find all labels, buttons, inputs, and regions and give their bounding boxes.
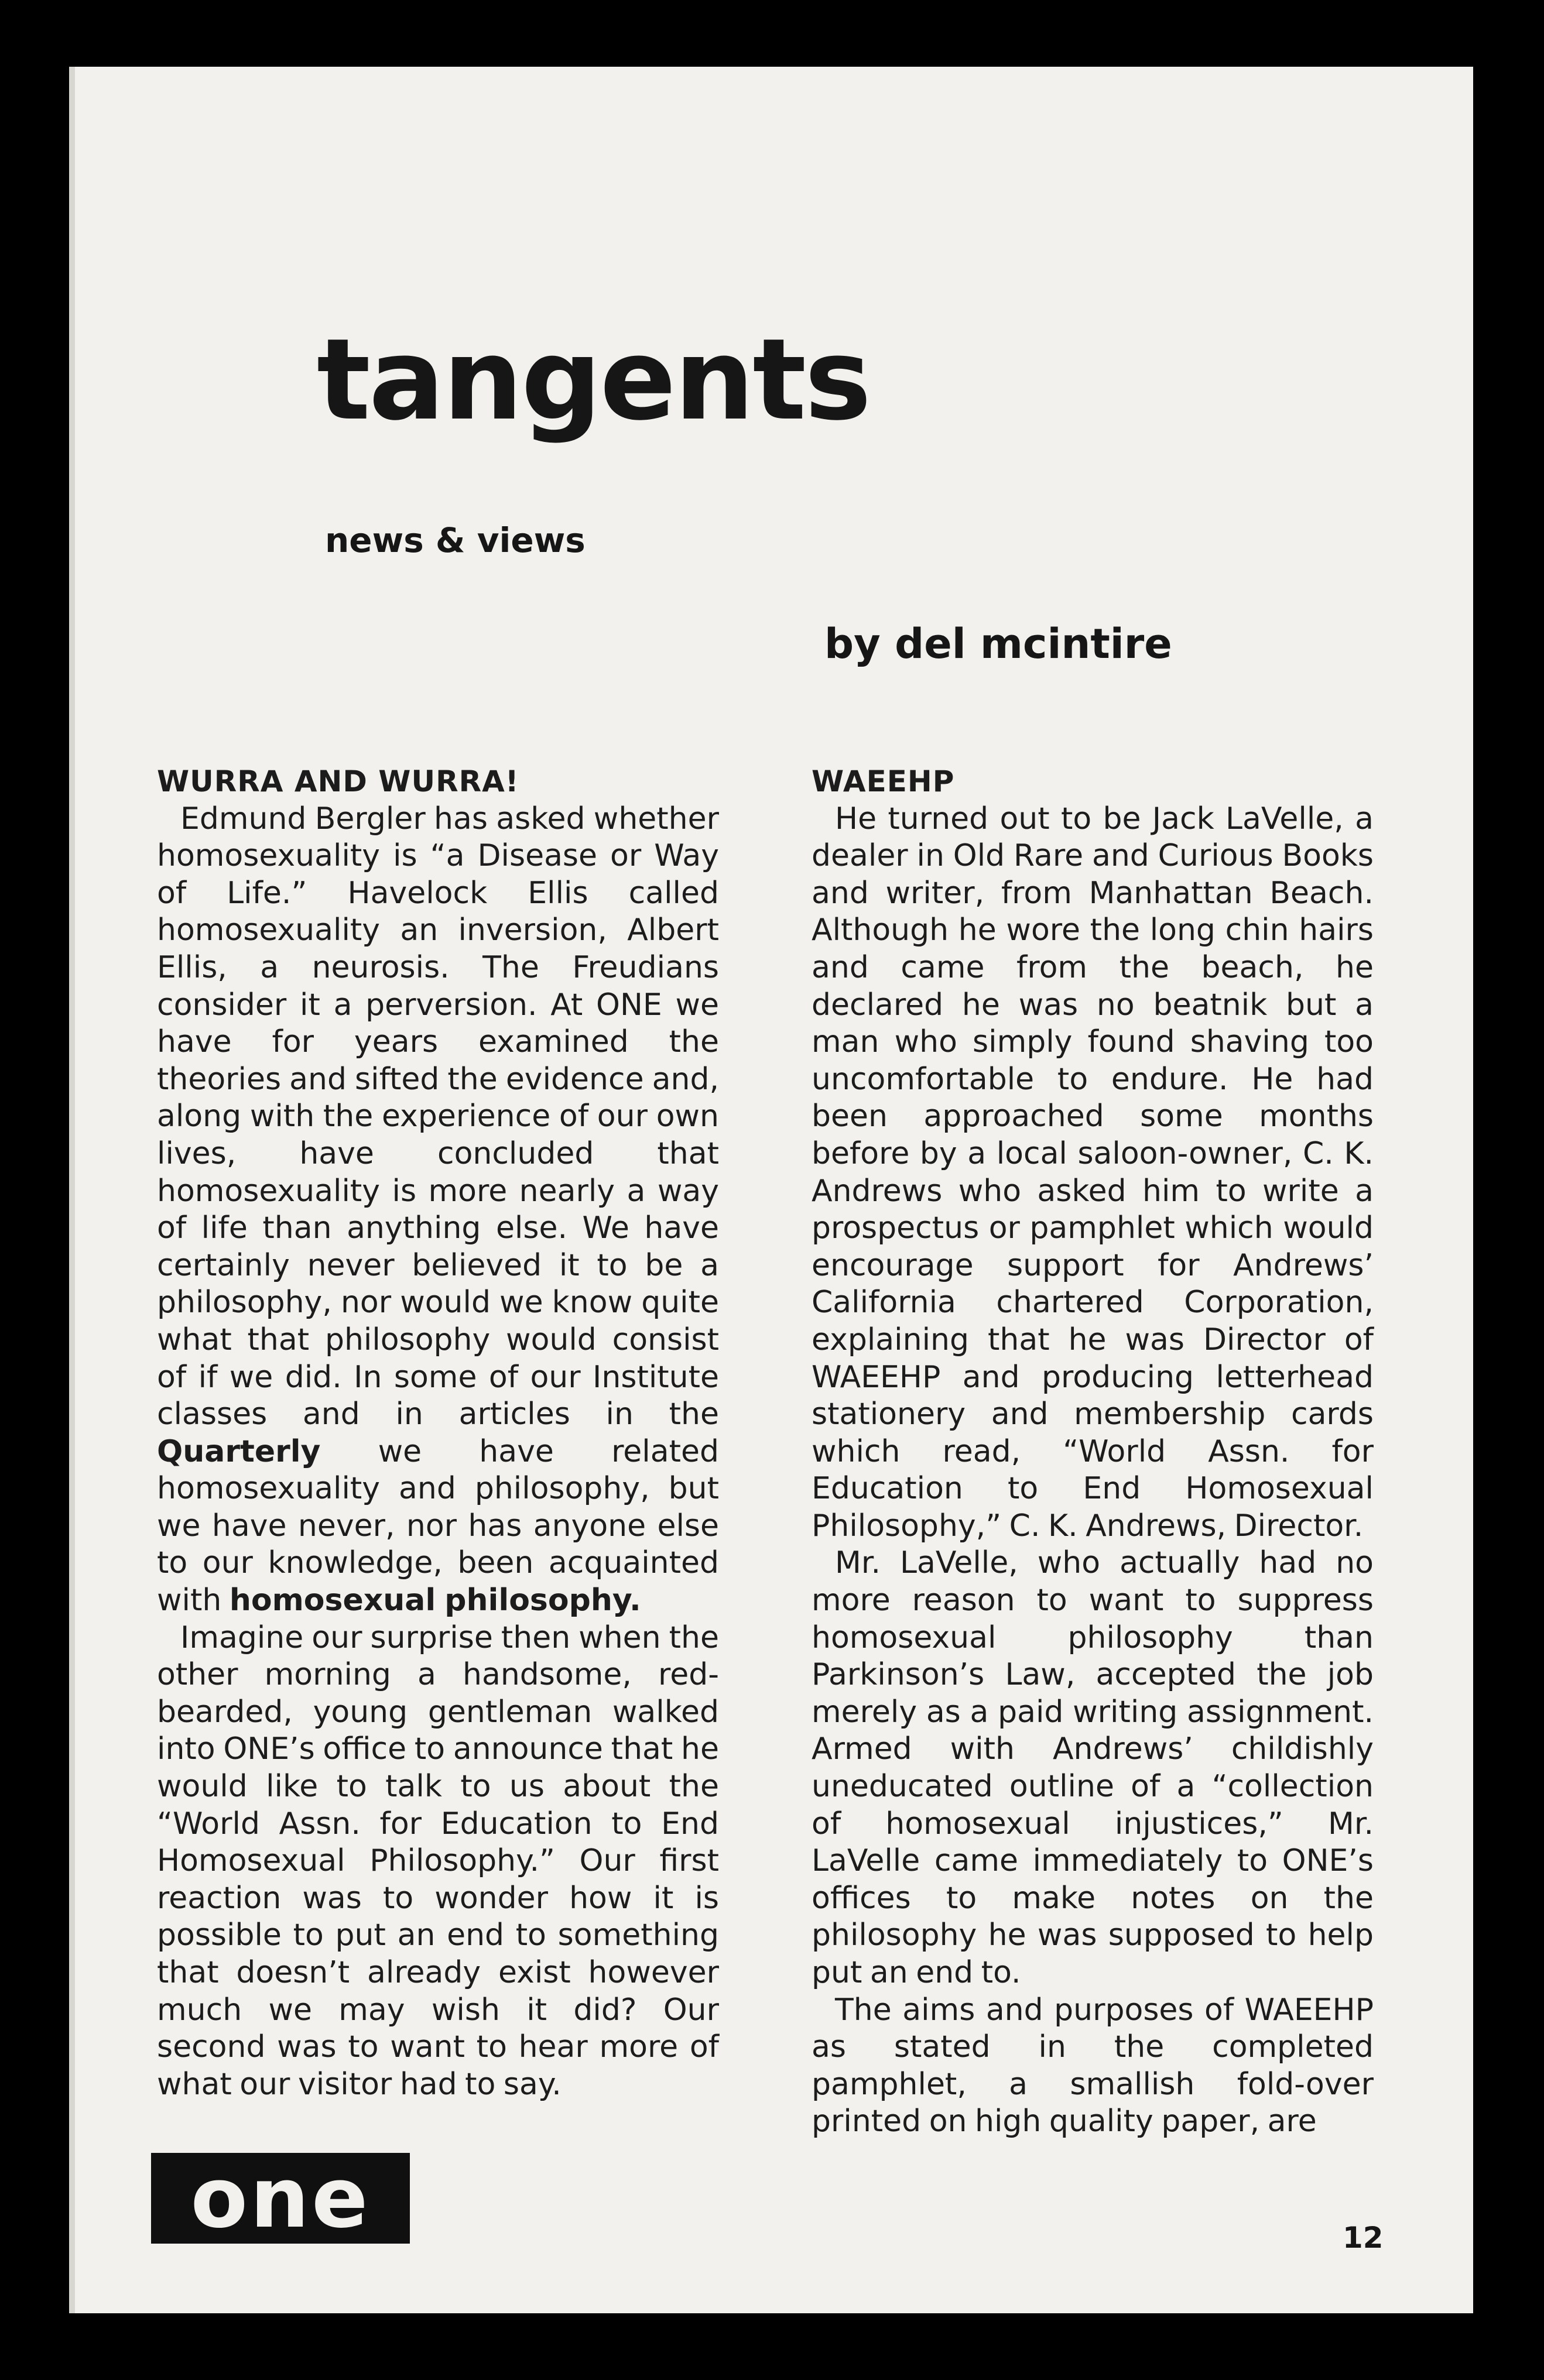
one-logo: one [151, 2153, 410, 2244]
emphasis-text: homosexual philosophy. [229, 1583, 641, 1618]
paragraph: The aims and purposes of WAEEHP as stated in the completed pamphlet, a smallish fold-over printed on high quality paper, are [812, 1992, 1374, 2139]
publication-name: Quarterly [157, 1434, 321, 1469]
page-title: tangents [317, 315, 870, 445]
paragraph [157, 801, 719, 1620]
section-heading-waeehp: WAEEHP [812, 764, 955, 798]
paragraph-text: Edmund Bergler has asked whether homosexuality is “a Disease or Way of Life.” Havelock Ellis called homosexuality an inversion, Albert Ellis, a neurosis. The Freudians consider it a perversion. At ONE we have for years examined the theories and sifted the evidence and, along with the experience of our own lives, have concluded that homosexuality is more nearly a way of life than anything else. We have certainly never believed it to be a philosophy, nor would we know quite what that philosophy would consist of if we did. In some of our Institute classes and in articles in the [157, 801, 719, 1432]
paragraph-text: we have related homosexuality and philosophy, but we have never, nor has anyone else to our knowledge, been acquainted with [157, 1434, 719, 1618]
right-column [812, 763, 1374, 2141]
paragraph: Mr. LaVelle, who actually had no more reason to want to suppress homosexual philosophy than Parkinson’s Law, accepted the job merely as a paid writing assignment. Armed with Andrews’ childishly uneducated outline of a “collection of homosexual injustices,” Mr. LaVelle came immediately to ONE’s offices to make notes on the philosophy he was supposed to help put an end to. [812, 1545, 1374, 1990]
paragraph: Imagine our surprise then when the other morning a handsome, red-bearded, young gentleman walked into ONE’s office to announce that he would like to talk to us about the “World Assn. for Education to End Homosexual Philosophy.” Our first reaction was to wonder how it is possible to put an end to something that doesn’t already exist however much we may wish it did? Our second was to want to hear more of what our visitor had to say. [157, 1620, 719, 2102]
author-byline: by del mcintire [824, 620, 1172, 668]
paragraph: He turned out to be Jack LaVelle, a dealer in Old Rare and Curious Books and writer, from Manhattan Beach. Although he wore the long chin hairs and came from the beach, he declared he was no beatnik but a man who simply found shaving too uncomfortable to endure. He had been approached some months before by a local saloon-owner, C. K. Andrews who asked him to write a prospectus or pamphlet which would encourage support for Andrews’ California chartered Corporation, explaining that he was Director of WAEEHP and producing letterhead stationery and membership cards which read, “World Assn. for Education to End Homosexual Philosophy,” C. K. Andrews, Director. [812, 801, 1374, 1544]
left-column [157, 763, 719, 2103]
magazine-page [69, 67, 1473, 2313]
page-subtitle: news & views [325, 520, 586, 560]
page-spine-edge [69, 67, 75, 2313]
section-heading-wurra: WURRA AND WURRA! [157, 764, 519, 798]
page-number: 12 [1343, 2221, 1384, 2255]
